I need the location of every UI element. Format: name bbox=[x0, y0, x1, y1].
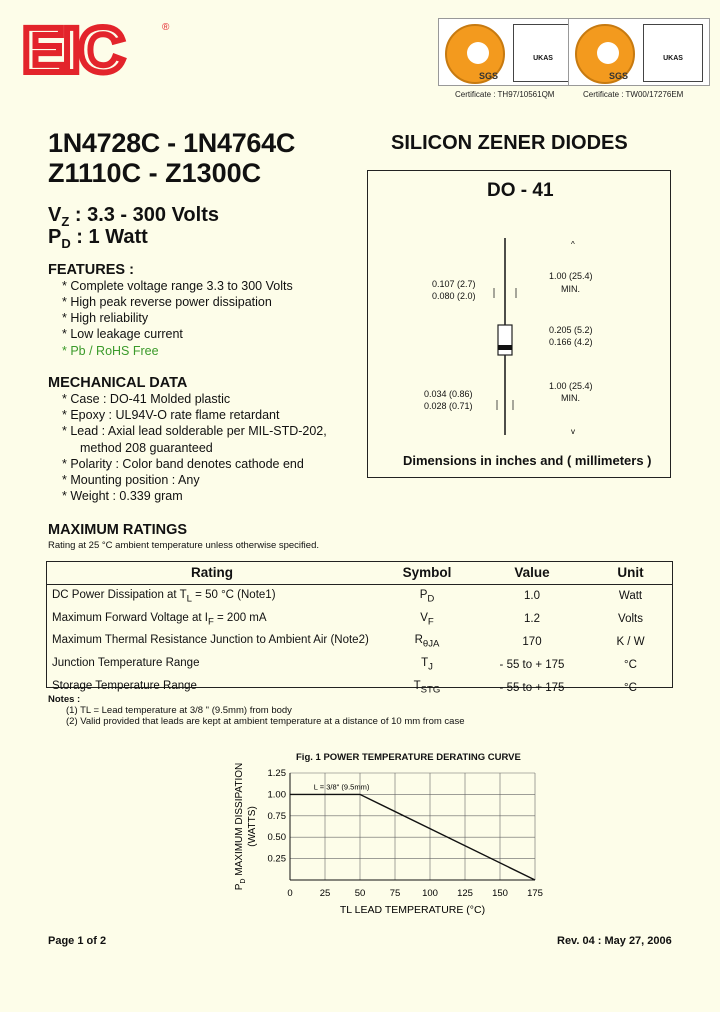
lead-diameter-max: 0.034 (0.86) bbox=[424, 389, 473, 399]
ratings-header-row bbox=[46, 561, 673, 585]
iso9001-certificate-badge bbox=[438, 18, 580, 86]
x-tick-label: 0 bbox=[287, 888, 293, 899]
col-symbol-header: Symbol bbox=[378, 561, 476, 585]
chart-title: Fig. 1 POWER TEMPERATURE DERATING CURVE bbox=[296, 752, 521, 763]
table-row bbox=[46, 608, 673, 631]
table-row bbox=[46, 631, 673, 654]
lead-length-bottom: 1.00 (25.4) bbox=[549, 381, 593, 391]
x-tick-label: 25 bbox=[319, 888, 331, 899]
y-tick-label: 1.00 bbox=[267, 789, 286, 801]
symbol-cell: $T_{STG}$ bbox=[413, 679, 441, 696]
value-cell: 1.0 bbox=[524, 590, 540, 603]
value-cell: 1.2 bbox=[524, 613, 540, 626]
unit-cell: Watt bbox=[618, 590, 643, 603]
y-tick-label: 0.75 bbox=[267, 810, 286, 822]
mechanical-item: * Epoxy : UL94V-O rate flame retardant bbox=[62, 408, 280, 422]
certificate-number-1: Certificate : TH97/10561QM bbox=[455, 90, 555, 99]
value-cell: - 55 to + 175 bbox=[499, 658, 565, 671]
sgs-label: SGS bbox=[609, 71, 629, 81]
mechanical-item: * Polarity : Color band denotes cathode end bbox=[62, 457, 304, 471]
ukas-crown-icon bbox=[643, 24, 703, 82]
unit-cell: °C bbox=[624, 658, 637, 671]
mechanical-item: * Case : DO-41 Molded plastic bbox=[62, 392, 231, 406]
unit-cell: °C bbox=[624, 681, 637, 694]
power-dissipation-spec: $P_D$ : 1 Watt bbox=[48, 226, 148, 251]
page-number: Page 1 of 2 bbox=[48, 935, 107, 947]
y-tick-label: 0.50 bbox=[267, 832, 286, 844]
note-item: (1) TL = Lead temperature at 3/8 " (9.5mm) from body bbox=[66, 705, 292, 716]
note-item: (2) Valid provided that leads are kept at ambient temperature at a distance of 10 mm from case bbox=[66, 716, 465, 727]
feature-item: * Low leakage current bbox=[62, 327, 183, 341]
x-tick-label: 50 bbox=[354, 888, 366, 899]
body-length-max: 0.205 (5.2) bbox=[549, 325, 593, 335]
x-tick-label: 75 bbox=[389, 888, 401, 899]
cathode-band bbox=[498, 345, 512, 350]
rating-cell: Maximum Forward Voltage at $I_F = 200$ mA bbox=[52, 611, 267, 627]
zener-voltage-spec: $V_Z$ : 3.3 - 300 Volts bbox=[48, 204, 219, 229]
iso14001-certificate-badge bbox=[568, 18, 710, 86]
table-row bbox=[46, 653, 673, 676]
x-tick-label: 125 bbox=[457, 888, 473, 899]
y-tick-label: 0.25 bbox=[267, 853, 286, 865]
ratings-condition-note: Rating at 25 °C ambient temperature unless otherwise specified. bbox=[48, 540, 319, 551]
col-rating-header: Rating bbox=[46, 561, 378, 585]
svg-text:®: ® bbox=[162, 22, 170, 33]
features-heading: FEATURES : bbox=[48, 262, 134, 278]
unit-cell: K / W bbox=[616, 635, 645, 648]
notes-heading: Notes : bbox=[48, 694, 81, 705]
mechanical-item: * Mounting position : Any bbox=[62, 473, 200, 487]
feature-item: * High reliability bbox=[62, 311, 149, 325]
x-axis-label: TL LEAD TEMPERATURE (°C) bbox=[339, 904, 486, 916]
y-axis-label: $P_D$ MAXIMUM DISSIPATION bbox=[234, 762, 247, 891]
diode-body bbox=[498, 325, 512, 355]
x-tick-label: 175 bbox=[527, 888, 543, 899]
symbol-cell: $P_D$ bbox=[419, 588, 435, 605]
ukas-label: UKAS bbox=[663, 55, 683, 62]
sgs-label: SGS bbox=[479, 71, 499, 81]
mechanical-item: * Weight : 0.339 gram bbox=[62, 489, 183, 503]
certificate-number-2: Certificate : TW00/17276EM bbox=[583, 90, 684, 99]
mechanical-item-continued: method 208 guaranteed bbox=[80, 441, 213, 455]
feature-item: * Complete voltage range 3.3 to 300 Volts bbox=[62, 279, 293, 293]
mechanical-data-heading: MECHANICAL DATA bbox=[48, 375, 188, 391]
table-row bbox=[46, 676, 673, 699]
y-tick-label: 1.25 bbox=[267, 768, 286, 779]
svg-text:^: ^ bbox=[571, 240, 575, 249]
product-type-title: SILICON ZENER DIODES bbox=[391, 132, 628, 154]
table-row bbox=[46, 585, 673, 608]
package-name: DO - 41 bbox=[487, 180, 554, 201]
body-length-min: 0.166 (4.2) bbox=[549, 337, 593, 347]
part-number-range-2: Z1110C - Z1300C bbox=[48, 158, 262, 188]
rating-cell: Junction Temperature Range bbox=[52, 657, 200, 670]
x-tick-label: 150 bbox=[492, 888, 508, 899]
diode-outline-drawing bbox=[367, 170, 671, 478]
col-unit-header: Unit bbox=[588, 561, 673, 585]
unit-cell: Volts bbox=[618, 613, 643, 626]
chart-annotation: L = 3/8" (9.5mm) bbox=[313, 782, 370, 792]
value-cell: 170 bbox=[522, 635, 542, 648]
symbol-cell: $T_J$ bbox=[421, 657, 433, 673]
rating-cell: Maximum Thermal Resistance Junction to Ambient Air (Note2) bbox=[52, 634, 369, 647]
svg-text:v: v bbox=[571, 427, 575, 436]
ratings-table bbox=[46, 561, 673, 699]
symbol-cell: $V_F$ bbox=[420, 611, 434, 627]
rating-cell: Storage Temperature Range bbox=[52, 679, 197, 692]
dimension-units-note: Dimensions in inches and ( millimeters ) bbox=[403, 453, 652, 468]
ukas-label: UKAS bbox=[533, 55, 553, 62]
eic-logo bbox=[22, 18, 172, 78]
eic-logo-text: EIC bbox=[22, 18, 123, 78]
mechanical-item: * Lead : Axial lead solderable per MIL-STD-202, bbox=[62, 424, 327, 438]
body-diameter-max: 0.107 (2.7) bbox=[432, 279, 476, 289]
feature-item: * High peak reverse power dissipation bbox=[62, 295, 272, 309]
symbol-cell: $R_{\theta JA}$ bbox=[414, 634, 440, 650]
body-diameter-min: 0.080 (2.0) bbox=[432, 291, 476, 301]
ukas-crown-icon bbox=[513, 24, 573, 82]
lead-length-bottom-min: MIN. bbox=[561, 393, 580, 403]
rating-cell: DC Power Dissipation at $T_L = 50$ °C (Note1) bbox=[52, 588, 276, 605]
derating-chart bbox=[220, 762, 560, 922]
value-cell: - 55 to + 175 bbox=[499, 681, 565, 694]
maximum-ratings-heading: MAXIMUM RATINGS bbox=[48, 522, 188, 538]
part-number-range-1: 1N4728C - 1N4764C bbox=[48, 128, 296, 158]
y-axis-label-units: (WATTS) bbox=[247, 806, 258, 847]
lead-diameter-min: 0.028 (0.71) bbox=[424, 401, 473, 411]
revision-date: Rev. 04 : May 27, 2006 bbox=[557, 935, 672, 947]
lead-length-top: 1.00 (25.4) bbox=[549, 271, 593, 281]
col-value-header: Value bbox=[476, 561, 588, 585]
lead-length-top-min: MIN. bbox=[561, 284, 580, 294]
feature-item-rohs: * Pb / RoHS Free bbox=[62, 344, 159, 358]
x-tick-label: 100 bbox=[422, 888, 438, 899]
